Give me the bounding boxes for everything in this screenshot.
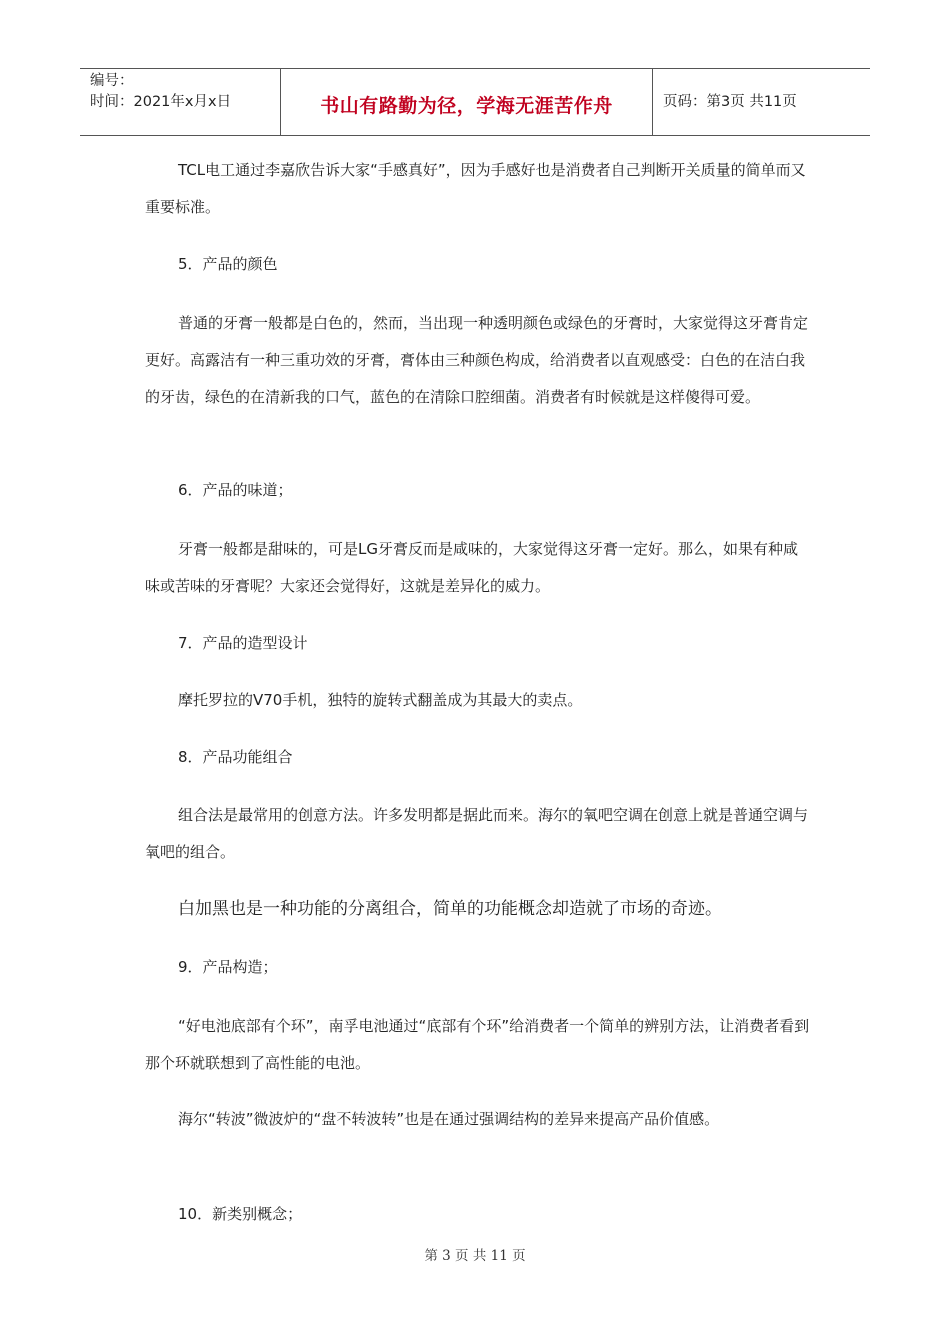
header-page-label: 页码：第3页 共11页 — [663, 94, 797, 110]
section-heading-10: 10．新类别概念； — [178, 1205, 303, 1223]
body-paragraph: 海尔“转波”微波炉的“盘不转波转”也是在通过强调结构的差异来提高产品价值感。 — [178, 1110, 720, 1128]
body-paragraph: TCL电工通过李嘉欣告诉大家“手感真好”，因为手感好也是消费者自己判断开关质量的简单而又重要标准。 — [145, 161, 806, 216]
header-motto-cell — [281, 69, 653, 135]
section-heading-9: 9．产品构造； — [178, 958, 278, 976]
section-heading-8: 8．产品功能组合 — [178, 748, 293, 766]
header-page-cell — [653, 69, 870, 135]
body-paragraph: “好电池底部有个环”，南孚电池通过“底部有个环”给消费者一个简单的辨别方法，让消费者看到那个环就联想到了高性能的电池。 — [145, 1017, 810, 1072]
document-number-label: 编号： — [90, 73, 134, 89]
section-heading-6: 6．产品的味道； — [178, 481, 293, 499]
section-heading-7: 7．产品的造型设计 — [178, 634, 308, 652]
header-motto: 书山有路勤为径，学海无涯苦作舟 — [320, 95, 613, 117]
document-time-label: 时间：2021年x月x日 — [90, 94, 232, 110]
body-paragraph: 白加黑也是一种功能的分离组合，简单的功能概念却造就了市场的奇迹。 — [178, 899, 722, 919]
page-header — [80, 68, 870, 136]
body-paragraph: 摩托罗拉的V70手机，独特的旋转式翻盖成为其最大的卖点。 — [178, 691, 583, 709]
header-info-cell — [80, 69, 281, 135]
body-paragraph: 组合法是最常用的创意方法。许多发明都是据此而来。海尔的氧吧空调在创意上就是普通空调与氧吧的组合。 — [145, 806, 809, 861]
page-footer: 第 3 页 共 11 页 — [424, 1248, 526, 1264]
body-paragraph: 牙膏一般都是甜味的，可是LG牙膏反而是咸味的，大家觉得这牙膏一定好。那么，如果有种咸味或苦味的牙膏呢？大家还会觉得好，这就是差异化的威力。 — [145, 540, 798, 595]
body-paragraph: 普通的牙膏一般都是白色的，然而，当出现一种透明颜色或绿色的牙膏时，大家觉得这牙膏肯定更好。高露洁有一种三重功效的牙膏，膏体由三种颜色构成，给消费者以直观感受：白色的在洁白我的牙齿，绿色的在清新我的口气，蓝色的在清除口腔细菌。消费者有时候就是这样傻得可爱。 — [145, 314, 809, 406]
section-heading-5: 5．产品的颜色 — [178, 255, 278, 273]
